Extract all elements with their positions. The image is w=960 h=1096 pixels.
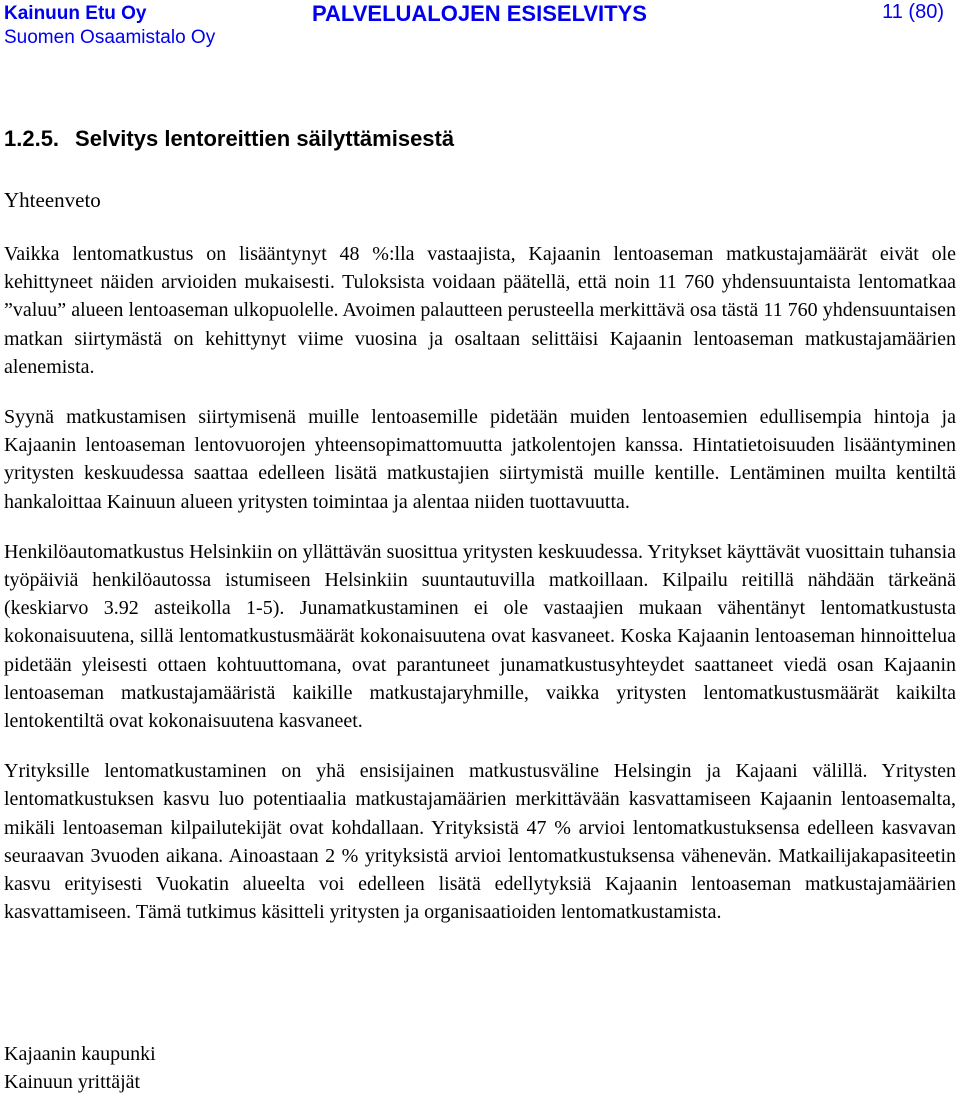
- section-heading: [4, 126, 454, 152]
- document-page: [4, 0, 956, 1093]
- paragraph-3: Henkilöautomatkustus Helsinkiin on yllättävän suosittua yritysten keskuudessa. Yritykset käyttävät vuosittain tuhansia työpäiviä henkilöautossa istumiseen Helsinkiin suuntautuvilla matkoillaan. Kilpailu reitillä nähdään tärkeänä (keskiarvo 3.92 asteikolla 1-5). Junamatkustaminen ei ole vastaajien mukaan vähentänyt lentomatkustusta kokonaisuutena, sillä lentomatkustusmäärät kokonaisuutena ovat kasvaneet. Koska Kajaanin lentoaseman hinnoittelua pidetään yleisesti ottaen kohtuuttomana, ovat parantuneet junamatkustusyhteydet saattaneet viedä osan Kajaanin lentoaseman matkustajamääristä kaikille matkustajaryhmille, vaikka yritysten lentomatkustusmäärät kaikilta lentokentiltä ovat kokonaisuutena kasvaneet.: [4, 540, 956, 733]
- header-document-title: PALVELUALOJEN ESISELVITYS: [312, 1, 647, 26]
- signature-block: [4, 1040, 156, 1096]
- section-number: 1.2.5.: [4, 126, 60, 151]
- summary-body: [4, 240, 956, 948]
- paragraph-4: Yrityksille lentomatkustaminen on yhä ensisijainen matkustusväline Helsingin ja Kajaani välillä. Yritysten lentomatkustuksen kasvu luo potentiaalia matkustajamäärien merkittävään kasvattamiseen Kajaanin lentoasemalta, mikäli lentoaseman kilpailutekijät ovat kohdallaan. Yrityksistä 47 % arvioi lentomatkustuksensa edelleen kasvavan seuraavan 3vuoden aikana. Ainoastaan 2 % yrityksistä arvioi lentomatkustuksensa vähenevän. Matkailijakapasiteetin kasvu erityisesti Vuokatin alueelta voi edelleen lisätä edellytyksiä Kajaanin lentoaseman matkustajamäärien kasvattamiseen. Tämä tutkimus käsitteli yritysten ja organisaatioiden lentomatkustamista.: [4, 760, 956, 924]
- header-page-number: 11 (80): [882, 1, 944, 23]
- signature-line-1: Kajaanin kaupunki: [4, 1043, 156, 1065]
- header-company: Kainuun Etu Oy: [4, 3, 147, 24]
- page-header: [4, 0, 956, 50]
- header-subcompany: Suomen Osaamistalo Oy: [4, 27, 216, 48]
- section-title: Selvitys lentoreittien säilyttämisestä: [75, 126, 455, 151]
- signature-line-2: Kainuun yrittäjät: [4, 1071, 141, 1093]
- paragraph-1: Vaikka lentomatkustus on lisääntynyt 48 %:lla vastaajista, Kajaanin lentoaseman matkustajamäärät eivät ole kehittyneet näiden arvioiden mukaisesti. Tuloksista voidaan päätellä, että noin 11 760 yhdensuuntaista lentomatkaa ”valuu” alueen lentoaseman ulkopuolelle. Avoimen palautteen perusteella merkittävä osa tästä 11 760 yhdensuuntaisen matkan siirtymästä on kehittynyt viime vuosina ja osaltaan selittäisi Kajaanin lentoaseman matkustajamäärien alenemista.: [4, 243, 956, 378]
- header-organizations: [4, 2, 215, 50]
- summary-heading: Yhteenveto: [4, 188, 101, 212]
- paragraph-2: Syynä matkustamisen siirtymisenä muille lentoasemille pidetään muiden lentoasemien edullisempia hintoja ja Kajaanin lentoaseman lentovuorojen yhteensopimattomuutta jatkolentojen kanssa. Hintatietoisuuden lisääntyminen yritysten keskuudessa saattaa edelleen lisätä matkustajien siirtymistä muille kentille. Lentäminen muilta kentiltä hankaloittaa Kainuun alueen yritysten toimintaa ja alentaa niiden tuottavuutta.: [4, 406, 956, 513]
